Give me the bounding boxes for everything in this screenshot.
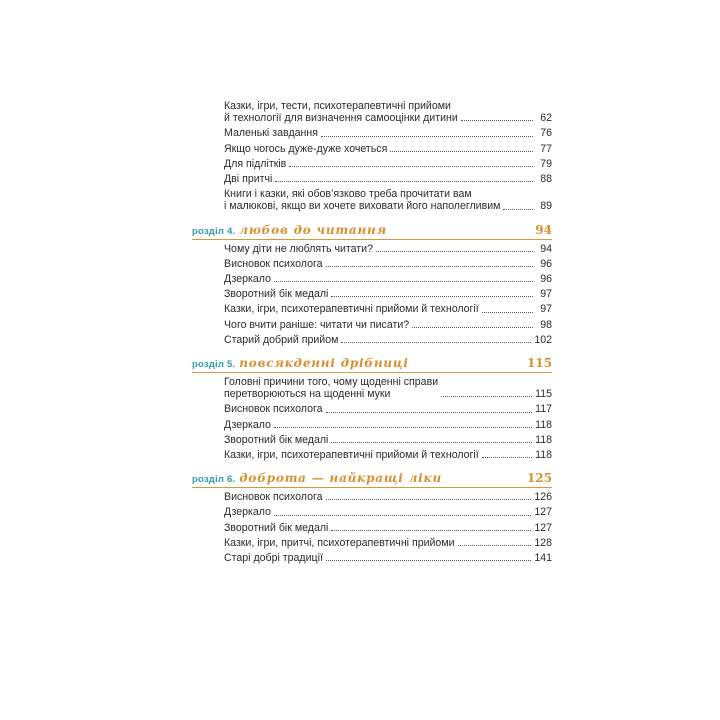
toc-entry-title: Казки, ігри, психотерапевтичні прийоми й технології	[224, 449, 479, 462]
toc-entry-page: 98	[540, 318, 552, 331]
dot-leader	[326, 499, 532, 500]
toc-entry-title: Зворотний бік медалі	[224, 433, 329, 446]
toc-entry-page: 118	[535, 418, 552, 431]
dot-leader	[482, 457, 532, 458]
toc-entry-title: Головні причини того, чому щоденні справи перетворюються на щоденні муки	[224, 376, 439, 401]
table-of-contents	[192, 100, 552, 567]
toc-entry[interactable]	[224, 419, 552, 431]
dot-leader	[331, 442, 532, 443]
toc-entry[interactable]	[224, 100, 552, 124]
toc-entry-page: 97	[540, 288, 552, 301]
dot-leader	[503, 209, 533, 210]
dot-leader	[441, 396, 532, 397]
toc-entry-title: Казки, ігри, психотерапевтичні прийоми й технології	[224, 303, 479, 316]
toc-entry-page: 76	[540, 127, 552, 140]
toc-entry-title: Дзеркало	[224, 273, 271, 286]
toc-entry-title: Дзеркало	[224, 418, 271, 431]
toc-entry-page: 126	[534, 491, 552, 504]
dot-leader	[289, 166, 533, 167]
toc-entry-title: Казки, ігри, притчі, психотерапевтичні прийоми	[224, 536, 455, 549]
toc-entry-title: Маленькі завдання	[224, 127, 318, 140]
toc-entry-title: Для підлітків	[224, 157, 287, 170]
dot-leader	[376, 251, 533, 252]
toc-entry-page: 128	[534, 536, 552, 549]
toc-entry[interactable]	[224, 143, 552, 155]
dot-leader	[331, 296, 533, 297]
dot-leader	[274, 281, 533, 282]
toc-entry-title: Чого вчити раніше: читати чи писати?	[224, 318, 410, 331]
toc-entry[interactable]	[224, 243, 552, 255]
toc-entry-page: 141	[534, 552, 552, 565]
toc-entry[interactable]	[224, 491, 552, 503]
toc-entry-title: Висновок психолога	[224, 491, 323, 504]
toc-entry[interactable]	[224, 173, 552, 185]
chapter-heading[interactable]	[192, 356, 552, 373]
dot-leader	[461, 120, 533, 121]
toc-entry[interactable]	[224, 127, 552, 139]
dot-leader	[331, 530, 531, 531]
chapter-heading[interactable]	[192, 223, 552, 240]
toc-entry-title: Якщо чогось дуже-дуже хочеться	[224, 142, 388, 155]
toc-entry[interactable]	[224, 158, 552, 170]
dot-leader	[274, 427, 532, 428]
chapter-page: 115	[526, 356, 552, 371]
toc-entry-page: 79	[540, 157, 552, 170]
toc-entry-page: 77	[540, 142, 552, 155]
chapter-title: повсякденні дрібниці	[239, 356, 409, 371]
toc-entry[interactable]	[224, 258, 552, 270]
toc-entry[interactable]	[224, 522, 552, 534]
toc-entry-page: 97	[540, 303, 552, 316]
toc-entry[interactable]	[224, 403, 552, 415]
toc-entry-title: Зворотний бік медалі	[224, 288, 329, 301]
toc-entry[interactable]	[224, 288, 552, 300]
toc-entry-title: Казки, ігри, тести, психотерапевтичні прийоми й технології для визначення самооцінки дитини	[224, 100, 458, 125]
toc-entry-page: 88	[540, 173, 552, 186]
intro-entries	[192, 100, 552, 213]
toc-entry-title: Дві притчі	[224, 173, 273, 186]
toc-entry-page: 96	[540, 273, 552, 286]
dot-leader	[341, 342, 531, 343]
toc-entry-title: Висновок психолога	[224, 257, 323, 270]
dot-leader	[326, 412, 533, 413]
chapter-title: доброта — найкращі ліки	[239, 471, 442, 486]
toc-entry-page: 96	[540, 257, 552, 270]
toc-entry-page: 118	[535, 449, 552, 462]
toc-entry-title: Чому діти не люблять читати?	[224, 242, 373, 255]
chapter-label: розділ 6.	[192, 474, 236, 486]
toc-entry[interactable]	[224, 303, 552, 315]
toc-entry-title: Зворотний бік медалі	[224, 521, 329, 534]
toc-entry[interactable]	[224, 537, 552, 549]
toc-entry[interactable]	[224, 273, 552, 285]
toc-entry[interactable]	[224, 434, 552, 446]
dot-leader	[390, 151, 533, 152]
toc-entry[interactable]	[224, 506, 552, 518]
chapter-label: розділ 5.	[192, 359, 236, 371]
toc-entry-title: Книги і казки, які обов’язково треба прочитати вам і малюкові, якщо ви хочете виховати його наполегливим	[224, 188, 501, 213]
toc-entry-title: Старі добрі традиції	[224, 552, 323, 565]
dot-leader	[321, 136, 533, 137]
toc-entry-title: Старий добрий прийом	[224, 333, 339, 346]
toc-entry-page: 117	[535, 403, 552, 416]
dot-leader	[412, 327, 533, 328]
toc-entry[interactable]	[224, 552, 552, 564]
toc-entry-page: 102	[534, 333, 552, 346]
toc-entry-title: Дзеркало	[224, 506, 271, 519]
toc-entry-title: Висновок психолога	[224, 403, 323, 416]
dot-leader	[275, 181, 533, 182]
chapter-label: розділ 4.	[192, 225, 236, 237]
toc-entry[interactable]	[224, 319, 552, 331]
toc-entry[interactable]	[224, 376, 552, 400]
toc-entry-page: 89	[540, 200, 552, 213]
toc-entry[interactable]	[224, 188, 552, 212]
chapter-page: 125	[526, 471, 552, 486]
toc-entry-page: 62	[540, 112, 552, 125]
toc-entry[interactable]	[224, 449, 552, 461]
toc-entry-page: 115	[535, 388, 552, 401]
toc-entry-page: 127	[534, 506, 552, 519]
dot-leader	[458, 545, 532, 546]
dot-leader	[274, 515, 531, 516]
toc-entry-page: 118	[535, 433, 552, 446]
dot-leader	[482, 312, 533, 313]
toc-entry[interactable]	[224, 334, 552, 346]
chapter-title: любов до читання	[239, 222, 387, 237]
chapter-heading[interactable]	[192, 471, 552, 488]
dot-leader	[326, 266, 533, 267]
toc-entry-page: 94	[540, 242, 552, 255]
toc-entry-page: 127	[534, 521, 552, 534]
dot-leader	[326, 560, 531, 561]
chapter-page: 94	[535, 222, 552, 237]
